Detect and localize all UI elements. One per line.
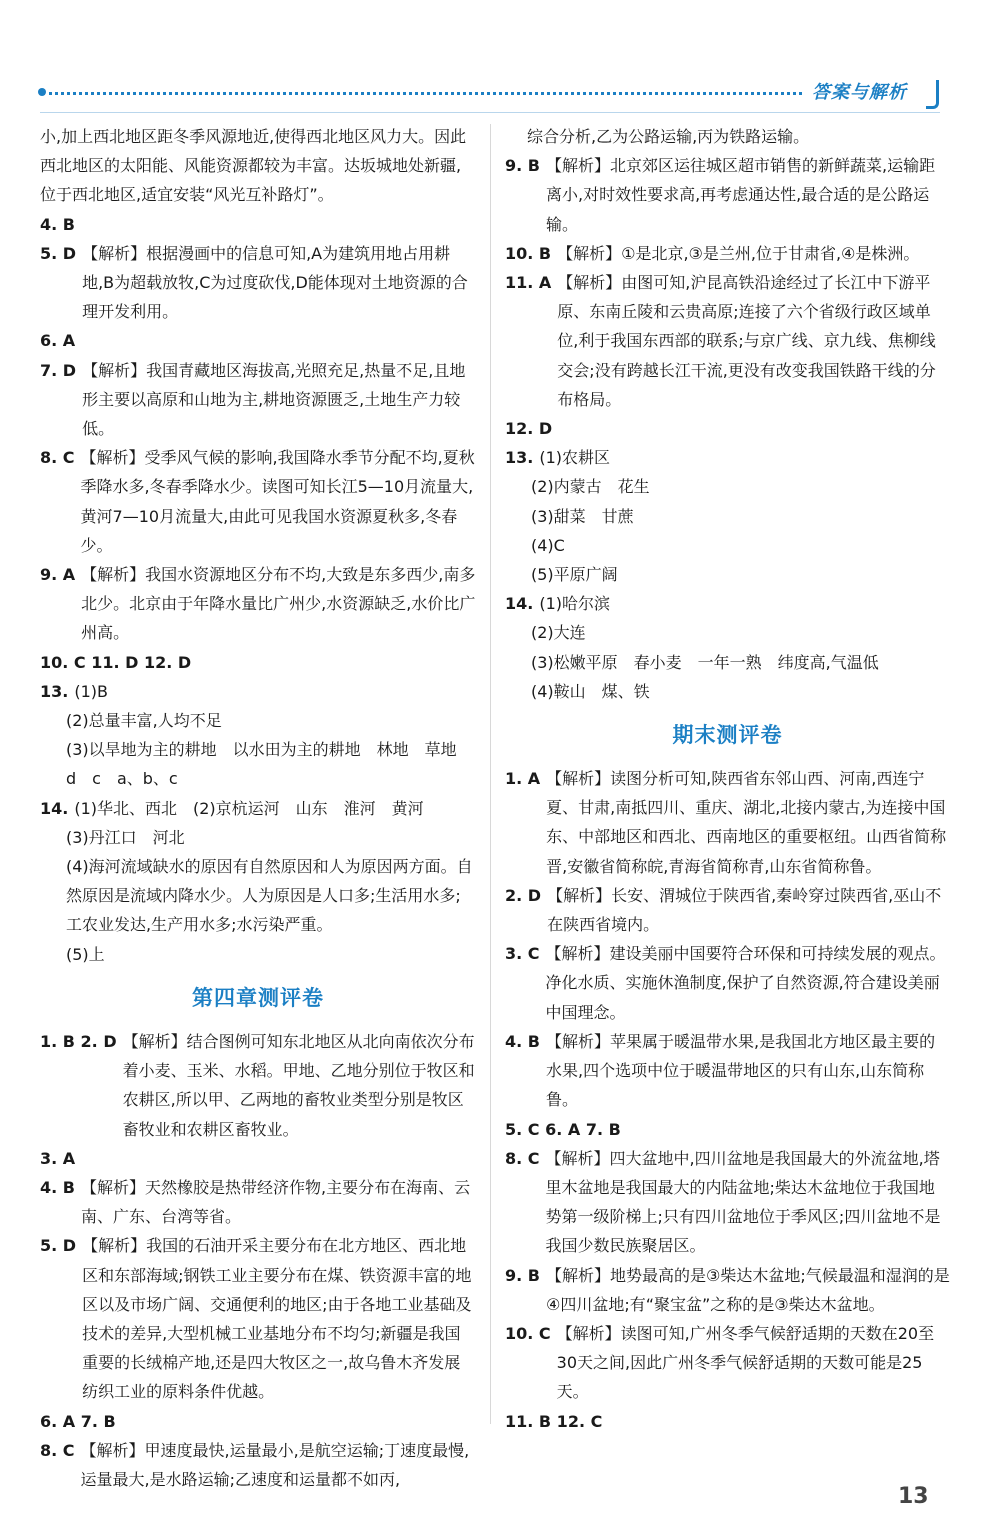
header-rule	[40, 112, 940, 113]
answer-text: 【解析】苹果属于暖温带水果,是我国北方地区最主要的水果,四个选项中位于暖温带地区的只有山东,山东简称鲁。	[545, 1031, 936, 1110]
section-title: 期末测评卷	[672, 723, 783, 748]
answer-item	[40, 560, 476, 648]
answer-number: 13.	[40, 681, 69, 701]
header-dotted-line	[42, 92, 802, 95]
answer-item	[40, 940, 476, 969]
answer-item	[40, 326, 476, 355]
answer-number: 1. A	[505, 769, 541, 789]
answer-item	[40, 1407, 476, 1436]
answer-item	[505, 764, 950, 881]
answer-text: (1)农耕区	[539, 448, 611, 468]
section-title: 第四章测评卷	[192, 985, 324, 1010]
answer-text: (1)华北、西北 (2)京杭运河 山东 淮河 黄河	[74, 798, 424, 818]
answer-item	[40, 210, 476, 239]
answer-text: (5)平原广阔	[531, 565, 618, 585]
answer-item	[505, 443, 950, 472]
answer-item	[505, 414, 950, 443]
answer-item	[40, 794, 476, 823]
answer-item	[40, 852, 476, 940]
answer-text: 【解析】地势最高的是③柴达木盆地;气候最温和湿润的是④四川盆地;有“聚宝盆”之称的是③柴达木盆地。	[545, 1265, 950, 1314]
answer-item	[40, 443, 476, 560]
answer-item	[505, 1407, 950, 1436]
answer-text: 综合分析,乙为公路运输,丙为铁路运输。	[527, 127, 810, 146]
answer-item	[505, 151, 950, 239]
answer-item	[40, 1173, 476, 1231]
answer-number: 13.	[505, 448, 534, 468]
answer-number: 6. A 7. B	[40, 1411, 116, 1431]
answer-text: 【解析】读图分析可知,陕西省东邻山西、河南,西连宁夏、甘肃,南抵四川、重庆、湖北,北接内蒙古,为连接中国东、中部地区和西北、西南地区的重要枢纽。山西省简称晋,安徽省简称皖,青海省简称青,山东省简称鲁。	[546, 769, 947, 876]
answer-item	[40, 239, 476, 327]
answer-text: (4)鞍山 煤、铁	[531, 681, 650, 701]
answer-number: 8. C	[40, 1440, 75, 1460]
answer-item	[505, 939, 950, 1027]
answer-item	[40, 648, 476, 677]
answer-item	[40, 706, 476, 735]
answer-item	[40, 1436, 476, 1494]
right-column	[505, 122, 950, 1436]
answer-item	[505, 531, 950, 560]
answer-text: (1)B	[74, 681, 108, 701]
answer-number: 11. B 12. C	[505, 1411, 603, 1431]
answer-text: (4)C	[531, 535, 565, 555]
answer-item	[505, 1115, 950, 1144]
answer-item	[505, 1144, 950, 1261]
answer-number: 10. C 11. D 12. D	[40, 652, 192, 672]
answer-text: 【解析】天然橡胶是热带经济作物,主要分布在海南、云南、广东、台湾等省。	[80, 1177, 471, 1227]
answer-text: 小,加上西北地区距冬季风源地近,使得西北地区风力大。因此西北地区的太阳能、风能资源都较为丰富。达坂城地处新疆,位于西北地区,适宜安装“风光互补路灯”。	[40, 127, 467, 205]
answer-item	[505, 1319, 950, 1407]
answer-number: 5. C 6. A 7. B	[505, 1119, 621, 1139]
answer-item	[40, 735, 476, 793]
answer-text: 【解析】结合图例可知东北地区从北向南依次分布着小麦、玉米、水稻。甲地、乙地分别位于牧区和农耕区,所以甲、乙两地的畜牧业类型分别是牧区畜牧业和农耕区畜牧业。	[122, 1031, 475, 1139]
answer-number: 9. B	[505, 1265, 540, 1285]
answer-text: (1)哈尔滨	[539, 594, 611, 614]
answer-text: (2)总量丰富,人均不足	[66, 711, 222, 731]
answer-number: 8. C	[505, 1148, 540, 1168]
answer-text: 【解析】根据漫画中的信息可知,A为建筑用地占用耕地,B为超载放牧,C为过度砍伐,D能体现对土地资源的合理开发利用。	[82, 243, 468, 322]
answer-item	[505, 502, 950, 531]
answer-text: 【解析】甲速度最快,运量最小,是航空运输;丁速度最慢,运量最大,是水路运输;乙速度和运量都不如丙,	[80, 1440, 470, 1489]
answer-number: 6. A	[40, 331, 76, 351]
answer-text: 【解析】由图可知,沪昆高铁沿途经过了长江中下游平原、东南丘陵和云贵高原;连接了六个省级行政区域单位,利于我国东西部的联系;与京广线、京九线、焦柳线交会;没有跨越长江干流,更没有改变我国铁路干线的分布格局。	[557, 273, 936, 409]
header-label: 答案与解析	[812, 82, 907, 103]
answer-item	[505, 560, 950, 589]
answer-item	[505, 648, 950, 677]
answer-text: (3)以旱地为主的耕地 以水田为主的耕地 林地 草地 d c a、b、c	[66, 740, 473, 789]
answer-text: (4)海河流域缺水的原因有自然原因和人为原因两方面。自然原因是流域内降水少。人为原因是人口多;生活用水多;工农业发达,生产用水多;水污染严重。	[66, 857, 473, 935]
answer-number: 5. D	[40, 1236, 77, 1256]
answer-text: (2)大连	[531, 623, 586, 643]
answer-text: 【解析】长安、渭城位于陕西省,秦岭穿过陕西省,巫山不在陕西省境内。	[547, 885, 942, 935]
answer-item	[40, 356, 476, 444]
answer-number: 10. C	[505, 1323, 551, 1343]
answer-number: 4. B	[505, 1031, 540, 1051]
answer-item	[505, 589, 950, 618]
answer-text: 【解析】我国水资源地区分布不均,大致是东多西少,南多北少。北京由于年降水量比广州少,水资源缺乏,水价比广州高。	[81, 565, 476, 643]
left-column	[40, 122, 476, 1494]
answer-item	[505, 239, 950, 268]
answer-item	[40, 1144, 476, 1173]
answer-item	[505, 677, 950, 706]
answer-text: (3)甜菜 甘蔗	[531, 506, 634, 526]
answer-text: (2)内蒙古 花生	[531, 477, 650, 497]
answer-number: 3. A	[40, 1148, 76, 1168]
answer-item	[505, 618, 950, 647]
answer-text: 【解析】我国的石油开采主要分布在北方地区、西北地区和东部海域;钢铁工业主要分布在煤、铁资源丰富的地区以及市场广阔、交通便利的地区;由于各地工业基础及技术的差异,大型机械工业基地分布不均匀;新疆是我国重要的长绒棉产地,还是四大牧区之一,故乌鲁木齐发展纺织工业的原料条件优越。	[82, 1236, 472, 1402]
answer-text: (5)上	[66, 944, 105, 964]
answer-number: 5. D	[40, 243, 77, 263]
answer-item	[505, 472, 950, 501]
page-number: 13	[898, 1484, 929, 1509]
answer-text: 【解析】北京郊区运往城区超市销售的新鲜蔬菜,运输距离小,对时效性要求高,再考虑通达性,最合适的是公路运输。	[545, 156, 936, 234]
answer-number: 11. A	[505, 273, 552, 293]
answer-text: (3)丹江口 河北	[66, 827, 185, 847]
answer-item	[40, 1231, 476, 1406]
answer-item	[40, 677, 476, 706]
answer-item	[505, 1261, 950, 1319]
header-bracket	[926, 80, 939, 109]
answer-number: 1. B 2. D	[40, 1031, 117, 1051]
answer-text: (3)松嫩平原 春小麦 一年一熟 纬度高,气温低	[531, 652, 879, 672]
answer-item	[40, 1027, 476, 1144]
answer-number: 14.	[505, 594, 534, 614]
answer-item	[40, 122, 476, 210]
answer-number: 8. C	[40, 448, 75, 468]
answer-number: 4. B	[40, 1177, 75, 1197]
answer-item	[505, 1027, 950, 1115]
answer-item	[505, 881, 950, 939]
column-divider	[490, 124, 491, 1424]
answer-text: 【解析】①是北京,③是兰州,位于甘肃省,④是株洲。	[557, 243, 920, 263]
answer-text: 【解析】建设美丽中国要符合环保和可持续发展的观点。净化水质、实施休渔制度,保护了自然资源,符合建设美丽中国理念。	[545, 944, 946, 1022]
page-header	[0, 0, 1000, 120]
answer-number: 3. C	[505, 944, 540, 964]
answer-item	[505, 268, 950, 414]
answer-number: 4. B	[40, 214, 75, 234]
answer-text: 【解析】读图可知,广州冬季气候舒适期的天数在20至30天之间,因此广州冬季气候舒适期的天数可能是25天。	[556, 1323, 935, 1402]
answer-number: 9. A	[40, 565, 76, 585]
answer-text: 【解析】受季风气候的影响,我国降水季节分配不均,夏秋季降水多,冬春季降水少。读图可知长江5—10月流量大,黄河7—10月流量大,由此可见我国水资源夏秋多,冬春少。	[80, 448, 475, 555]
answer-number: 7. D	[40, 360, 77, 380]
answer-number: 12. D	[505, 419, 553, 439]
answer-number: 14.	[40, 798, 69, 818]
answer-text: 【解析】四大盆地中,四川盆地是我国最大的外流盆地,塔里木盆地是我国最大的内陆盆地;柴达木盆地位于我国地势第一级阶梯上;只有四川盆地位于季风区;四川盆地不是我国少数民族聚居区。	[545, 1148, 941, 1256]
answer-number: 9. B	[505, 156, 540, 176]
answer-number: 2. D	[505, 885, 542, 905]
answer-text: 【解析】我国青藏地区海拔高,光照充足,热量不足,且地形主要以高原和山地为主,耕地资源匮乏,土地生产力较低。	[82, 360, 466, 439]
answer-item	[40, 823, 476, 852]
answer-number: 10. B	[505, 243, 552, 263]
answer-item	[505, 122, 950, 151]
